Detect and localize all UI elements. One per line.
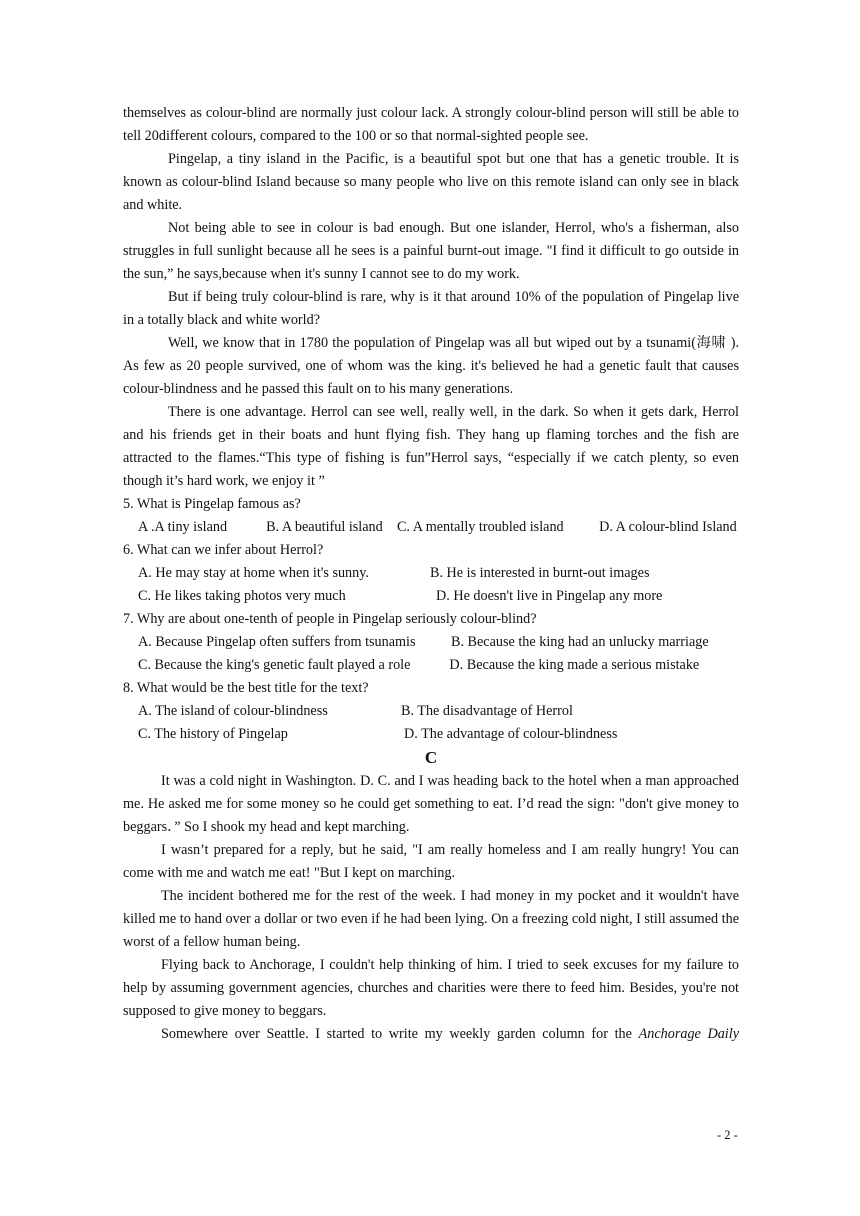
passage-c-paragraph-5 xyxy=(123,1023,739,1046)
question-6-option-d: D. He doesn't live in Pingelap any more xyxy=(436,588,663,604)
question-8-options xyxy=(123,700,739,746)
passage-c-paragraph-3: The incident bothered me for the rest of the week. I had money in my pocket and it wouldn't have killed me to hand over a dollar or two even if he had been lying. On a freezing cold night, I still assumed the worst of a fellow human being. xyxy=(123,888,739,950)
passage-b-paragraph-3: But if being truly colour-blind is rare, why is it that around 10% of the population of Pingelap live in a totally black and white world? xyxy=(123,289,739,328)
passage-b-paragraph-0: themselves as colour-blind are normally just colour lack. A strongly colour-blind person will still be able to tell 20different colours, compared to the 100 or so that normal-sighted people see. xyxy=(123,105,739,144)
question-8-option-d: D. The advantage of colour-blindness xyxy=(404,726,618,742)
passage-c-paragraph-2: I wasn’t prepared for a reply, but he said, "I am really homeless and I am really hungry! You can come with me and watch me eat! "But I kept on marching. xyxy=(123,842,739,881)
question-7-options-cd: C. Because the king's genetic fault played a role D. Because the king made a serious mistake xyxy=(138,657,700,673)
question-8-stem: 8. What would be the best title for the text? xyxy=(123,680,369,696)
passage-c-heading: C xyxy=(424,748,438,767)
page-content xyxy=(123,102,739,1046)
question-5-options xyxy=(123,516,739,539)
question-8-option-a: A. The island of colour-blindness xyxy=(138,703,328,719)
passage-c-paragraph-5-text: Somewhere over Seattle. I started to write my weekly garden column for the xyxy=(161,1026,639,1042)
passage-b-paragraph-1: Pingelap, a tiny island in the Pacific, is a beautiful spot but one that has a genetic trouble. It is known as colour-blind Island because so many people who live on this remote island can only see in black and white. xyxy=(123,151,739,213)
question-8-option-b: B. The disadvantage of Herrol xyxy=(401,703,573,719)
question-6-option-a: A. He may stay at home when it's sunny. xyxy=(138,565,369,581)
question-5-option-a: A .A tiny island xyxy=(138,519,228,535)
question-8-option-c: C. The history of Pingelap xyxy=(138,726,288,742)
page-number: - 2 - xyxy=(717,1128,738,1142)
question-7-options-ab: A. Because Pingelap often suffers from tsunamis B. Because the king had an unlucky marriage xyxy=(138,634,709,650)
passage-b-paragraph-4: Well, we know that in 1780 the population of Pingelap was all but wiped out by a tsunami(海啸 ). As few as 20 people survived, one of whom was the king. it's believed he had a genetic fault that causes colour-blindness and he passed this fault on to his many generations. xyxy=(123,335,739,397)
question-5-option-b: B. A beautiful island xyxy=(266,519,383,535)
question-6-option-b: B. He is interested in burnt-out images xyxy=(430,565,650,581)
question-5-option-d: D. A colour-blind Island xyxy=(599,519,737,535)
question-7-stem: 7. Why are about one-tenth of people in Pingelap seriously colour-blind? xyxy=(123,611,537,627)
passage-c-paragraph-4: Flying back to Anchorage, I couldn't help thinking of him. I tried to seek excuses for my failure to help by assuming government agencies, churches and charities were there to feed him. Besides, you're not supposed to give money to beggars. xyxy=(123,957,739,1019)
question-6-options xyxy=(123,562,739,608)
passage-c-paragraph-1: It was a cold night in Washington. D. C. and I was heading back to the hotel when a man approached me. He asked me for some money so he could get something to eat. I’d read the sign: "don't give money to beggars．” So I shook my head and kept marching. xyxy=(123,773,739,835)
newspaper-name: Anchorage Daily xyxy=(638,1026,739,1042)
passage-b-paragraph-2: Not being able to see in colour is bad enough. But one islander, Herrol, who's a fisherman, also struggles in full sunlight because all he sees is a painful burnt-out image. "I find it difficult to go outside in the sun,” he says,because when it's sunny I cannot see to do my work. xyxy=(123,220,739,282)
question-6-stem: 6. What can we infer about Herrol? xyxy=(123,542,324,558)
question-6-option-c: C. He likes taking photos very much xyxy=(138,588,346,604)
question-5-stem: 5. What is Pingelap famous as? xyxy=(123,496,301,512)
question-5-option-c: C. A mentally troubled island xyxy=(396,519,564,535)
passage-b-paragraph-5: There is one advantage. Herrol can see well, really well, in the dark. So when it gets dark, Herrol and his friends get in their boats and hunt flying fish. They hang up flaming torches and the fish are attracted to the flames.“This type of fishing is fun”Herrol says, “especially if we catch plenty, so even though it’s hard work, we enjoy it ” xyxy=(123,404,739,489)
